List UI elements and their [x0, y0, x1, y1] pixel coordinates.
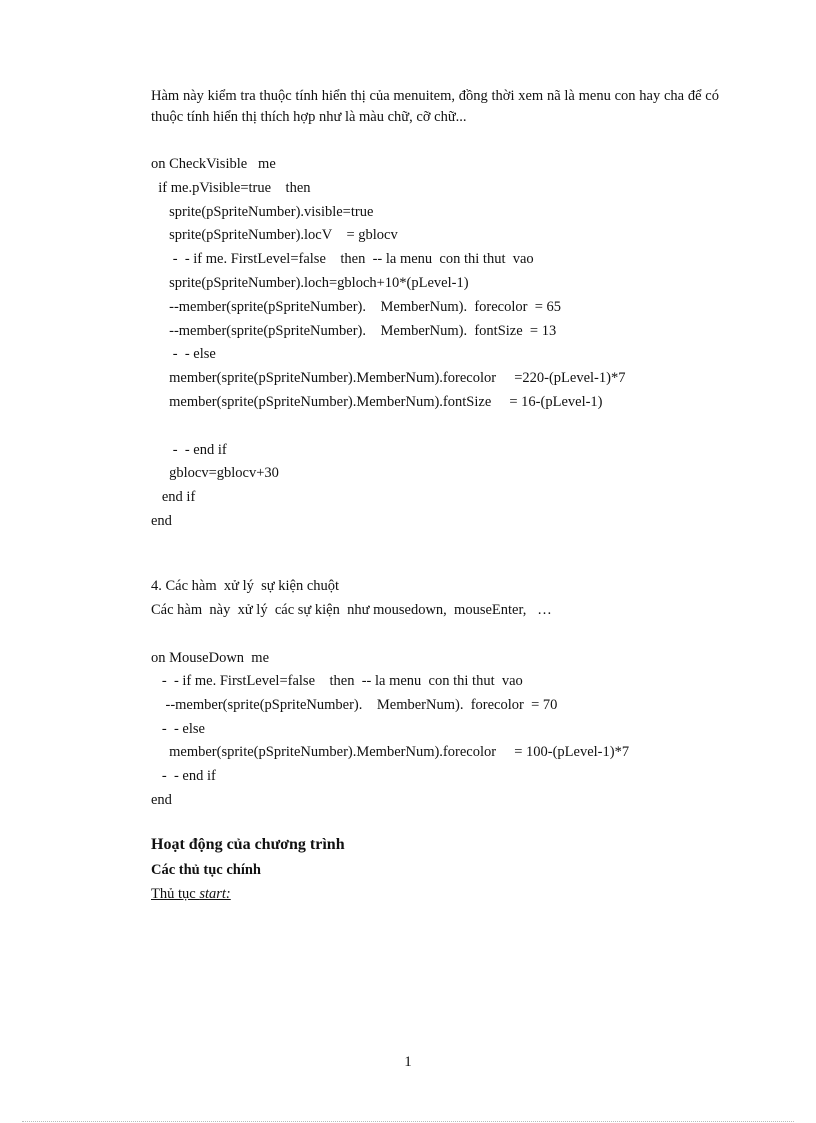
page-bottom-divider — [22, 1121, 794, 1122]
code-line: sprite(pSpriteNumber).loch=gbloch+10*(pLevel-1) — [151, 275, 469, 291]
code-line: member(sprite(pSpriteNumber).MemberNum).fontSize = 16-(pLevel-1) — [151, 394, 603, 410]
code-line: gblocv=gblocv+30 — [151, 465, 279, 481]
code-line: end — [151, 513, 172, 529]
code-line: - - if me. FirstLevel=false then -- la menu con thi thut vao — [151, 673, 523, 689]
intro-paragraph: Hàm này kiểm tra thuộc tính hiển thị của menuitem, đồng thời xem nã là menu con hay cha để có thuộc tính hiển thị thích hợp như là màu chữ, cỡ chữ... — [151, 88, 719, 125]
procedure-name: start: — [199, 886, 231, 902]
code-line: on MouseDown me — [151, 650, 270, 666]
code-line: member(sprite(pSpriteNumber).MemberNum).forecolor = 100-(pLevel-1)*7 — [151, 744, 630, 760]
section-4-description: Các hàm này xử lý các sự kiện như mousedown, mouseEnter, … — [151, 602, 552, 618]
heading-program-operation: Hoạt động của chương trình — [151, 836, 345, 853]
code-line: sprite(pSpriteNumber).visible=true — [151, 204, 374, 220]
heading-main-procedures: Các thủ tục chính — [151, 862, 261, 878]
code-line: - - else — [151, 721, 205, 737]
code-line: sprite(pSpriteNumber).locV = gblocv — [151, 227, 398, 243]
heading-start-procedure — [151, 886, 231, 903]
code-line: - - end if — [151, 768, 216, 784]
code-line: --member(sprite(pSpriteNumber). MemberNum). forecolor = 70 — [151, 697, 558, 713]
code-line: if me.pVisible=true then — [151, 180, 311, 196]
code-line: member(sprite(pSpriteNumber).MemberNum).forecolor =220-(pLevel-1)*7 — [151, 370, 626, 386]
code-line: end if — [151, 489, 196, 505]
code-line: - - if me. FirstLevel=false then -- la menu con thi thut vao — [151, 251, 534, 267]
section-4-title: 4. Các hàm xử lý sự kiện chuột — [151, 578, 340, 594]
procedure-prefix: Thủ tục — [151, 886, 200, 902]
code-line: - - end if — [151, 442, 227, 458]
code-line: --member(sprite(pSpriteNumber). MemberNum). forecolor = 65 — [151, 299, 562, 315]
page-number: 1 — [404, 1054, 412, 1070]
code-line: - - else — [151, 346, 216, 362]
code-line: on CheckVisible me — [151, 156, 276, 172]
code-line: end — [151, 792, 172, 808]
code-line: --member(sprite(pSpriteNumber). MemberNum). fontSize = 13 — [151, 323, 557, 339]
